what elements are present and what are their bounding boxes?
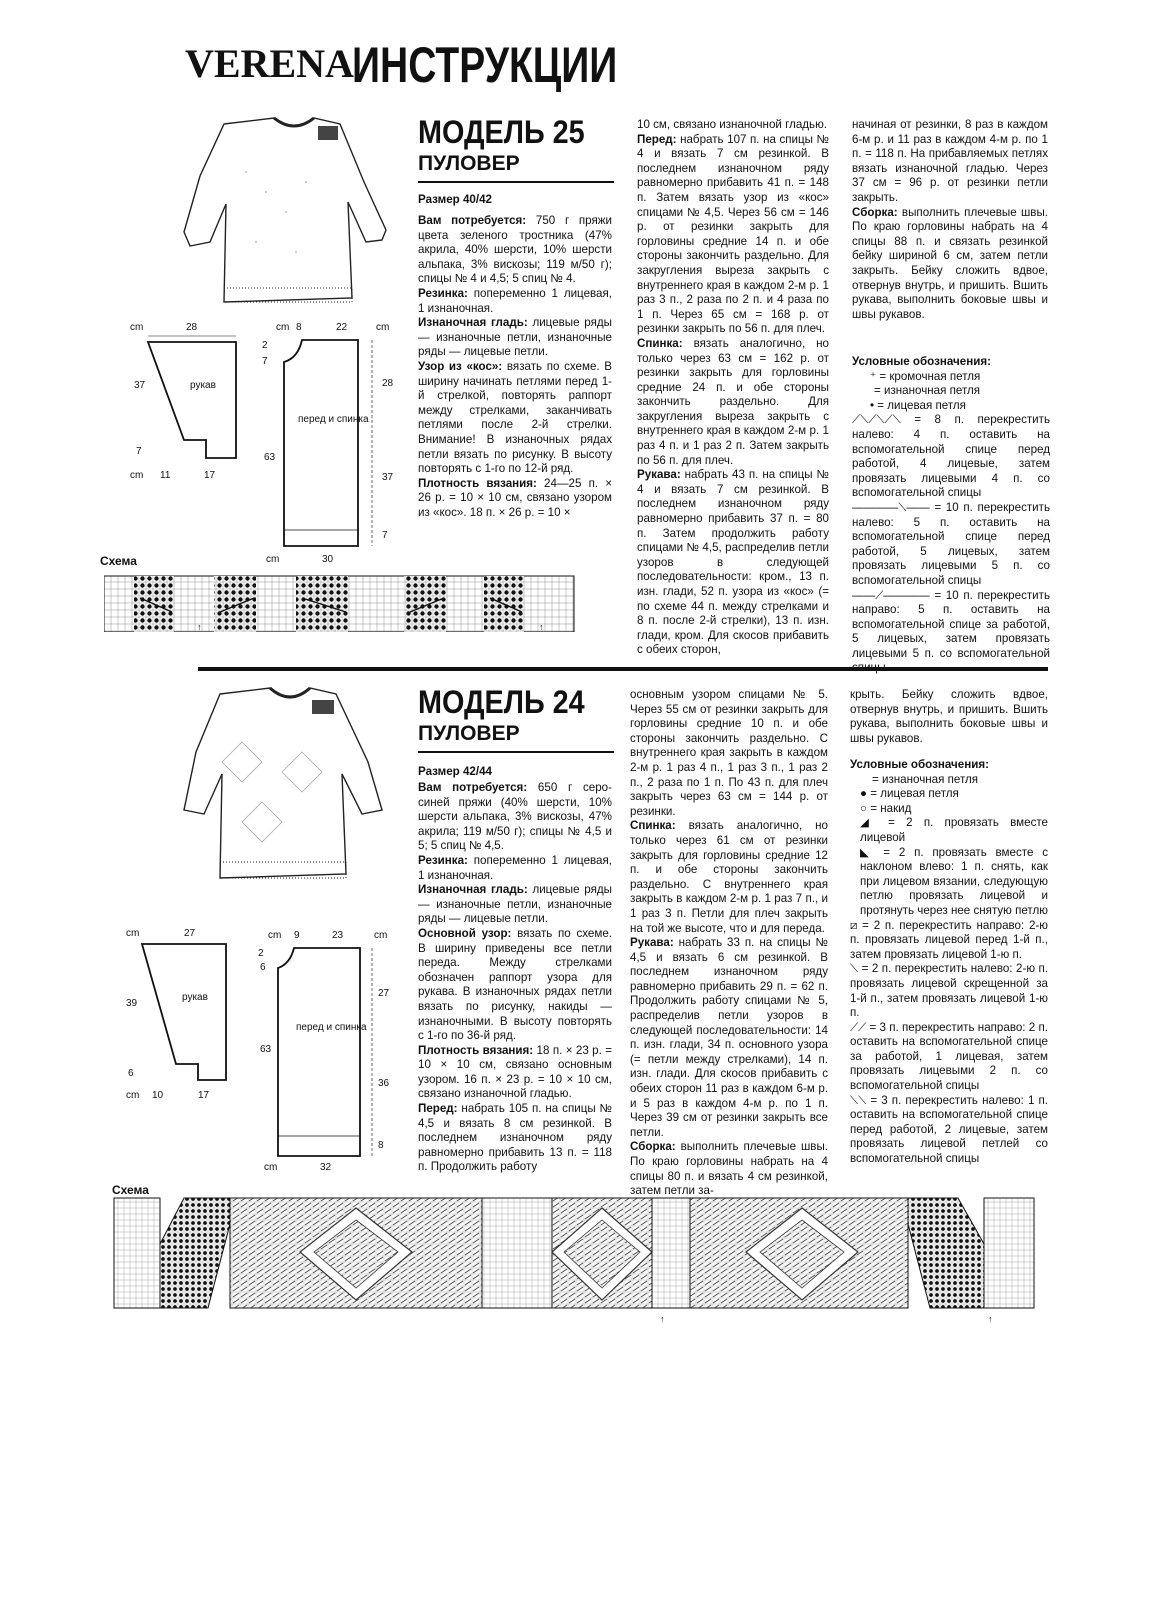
legend-text: = 8 п. перекрестить налево: 4 п. оставить на вспомогательной спице перед работой, 4 лицевые, затем провязать лицевыми 4 п. со вспомогательной спицы — [852, 413, 1051, 500]
para — [418, 781, 612, 854]
legend-text: = лицевая петля — [870, 787, 959, 801]
dim-left-a: 2 — [262, 340, 268, 351]
dim-left: 39 — [126, 998, 138, 1009]
para-heading: Рукава: — [630, 936, 674, 950]
edge-stitch-icon: ⁺ — [870, 369, 880, 383]
section-title: ИНСТРУКЦИИ — [352, 37, 618, 93]
cm-label: cm — [376, 322, 390, 333]
legend-item — [850, 919, 1048, 963]
para-heading: Резинка: — [418, 853, 468, 867]
para-text: вязать по схеме. В ширину начинать петлями перед 1-й стрелкой, повторять раппорт между стрелками, заканчивать петлями после 2-й стрелки. Внимание! В изнаночных рядах петли вязать по рисунку. В высоту повторять с 1-го по 12-й ряд. — [418, 359, 613, 476]
model-24-col2 — [630, 688, 828, 1199]
model-25-rule — [418, 181, 614, 183]
dim-top-a: 9 — [294, 930, 300, 941]
dim-bottom-left: 11 — [160, 470, 171, 481]
para-text: набрать 33 п. на спицы № 4,5 и вязать 6 см резинкой. В последнем изнаночном ряду равномерно прибавить 29 п. = 62 п. Продолжить работу спицами № 5, распределив петли узоров в следующей последовательности: 14 п. изн. глади, 34 п. основного узора (= петли между стрелками), 14 п. изн. глади. Для скосов прибавить с обеих сторон 11 раз в каждом 6-м р. и 5 раз в каждом 4-м р. по 1 п. Через 39 см от резинки закрыть все петли. — [630, 936, 828, 1139]
para — [852, 118, 1048, 206]
legend-title: Условные обозначения: — [850, 758, 989, 771]
body-label: перед и спинка — [296, 1022, 367, 1033]
para — [850, 688, 1048, 746]
dim-top-a: 8 — [296, 322, 302, 333]
para — [418, 360, 612, 477]
para — [852, 206, 1048, 323]
legend-text: = накид — [870, 801, 912, 815]
dim-left-total: 63 — [260, 1044, 272, 1055]
model-24-col3 — [850, 688, 1048, 746]
para — [418, 316, 612, 360]
para-heading: Перед: — [418, 1102, 458, 1116]
cross-10-right-icon: ——⟋———— — [852, 588, 935, 602]
para — [637, 337, 829, 468]
para — [418, 1044, 612, 1102]
section-separator — [198, 667, 1048, 671]
cross-8-icon: ⟋⟍⟋⟍⟋⟍ — [852, 413, 915, 427]
para-heading: Основной узор: — [418, 926, 512, 940]
cm-label: cm — [126, 928, 140, 939]
dim-bottom-left: 10 — [152, 1090, 164, 1101]
legend-item — [852, 413, 1050, 501]
legend-text: = 2 п. перекрестить направо: 2-ю п. провязать лицевой перед 1-й п., затем провязать лицевой 1-ю п. — [850, 918, 1048, 961]
cross-2-left-icon: ⟍ — [850, 962, 862, 976]
para-heading: Плотность вязания: — [418, 476, 537, 490]
dim-rib: 6 — [128, 1068, 134, 1079]
knitting-chart-24 — [112, 1196, 1040, 1324]
model-25-subtitle: ПУЛОВЕР — [418, 152, 520, 175]
dim-left-total: 63 — [264, 452, 276, 463]
para-heading: Плотность вязания: — [418, 1043, 534, 1057]
dim-bottom: 30 — [322, 554, 334, 565]
para — [637, 118, 829, 133]
model-25-col2 — [637, 118, 829, 658]
cm-label: cm — [268, 930, 282, 941]
model-25-legend — [852, 355, 1050, 676]
k2tog-icon: ◢ — [860, 816, 889, 830]
para-heading: Узор из «кос»: — [418, 359, 503, 373]
para-heading: Вам потребуется: — [418, 214, 527, 227]
legend-text: = кромочная петля — [879, 369, 981, 383]
para-text: 18 п. × 23 р. = 10 × 10 см, связано основным узором. 16 п. × 23 р. = 10 × 10 см, связано изнаночной гладью. — [418, 1043, 613, 1101]
legend-item — [850, 846, 1048, 919]
dim-top: 28 — [186, 322, 198, 333]
legend-item — [850, 1094, 1048, 1167]
dim-right-b: 36 — [378, 1078, 390, 1089]
cm-label: cm — [130, 322, 144, 333]
model-24-rule — [418, 751, 614, 753]
para — [630, 936, 828, 1140]
para-text: выполнить плечевые швы. По краю горловины набрать на 4 спицы 80 п. и вязать 4 см резинкой, затем петли за- — [630, 1140, 828, 1198]
para-text: 750 г пряжи цвета зеленого тростника (47% акрила, 40% шерсти, 10% шерсти альпака, 3% вискозы; 119 м/50 г); спицы № 4 и 4,5; 5 спиц № 4. — [418, 214, 613, 286]
para — [418, 854, 612, 883]
para-heading: Изнаночная гладь: — [418, 316, 528, 330]
arrow-icon: ↑ — [197, 622, 202, 632]
pattern-diagram-24 — [122, 924, 412, 1174]
legend-text: = 2 п. провязать вместе с наклоном влево: 1 п. снять, как при лицевом вязании, следующую петлю провязать лицевой и протянуть через нее снятую петлю — [860, 845, 1048, 917]
model-24-legend — [850, 758, 1048, 1167]
sweater-sketch-25 — [176, 112, 416, 318]
dim-bottom-right: 17 — [204, 470, 216, 481]
para-text: вязать аналогично, но только через 61 см от резинки закрыть для горловины средние 12 п. и обе стороны закончить раздельно. С внутреннего края закрыть в каждом 2-м р. 1 раз 7 п., и 1 раз 3 п. Петли для плеч закрыть на той же высоте, что и для переда. — [630, 819, 828, 935]
legend-title: Условные обозначения: — [852, 355, 991, 368]
cross-10-left-icon: ————⟍—— — [852, 500, 935, 514]
model-25-col3 — [852, 118, 1048, 322]
cross-2-right-icon: ⧄ — [850, 918, 863, 932]
para-heading: Вам потребуется: — [418, 781, 528, 794]
dim-top: 27 — [184, 928, 196, 939]
cm-label: cm — [276, 322, 290, 333]
legend-item — [850, 802, 1048, 817]
para-text: попеременно 1 лицевая, 1 изнаночная. — [418, 853, 612, 882]
dot-icon: • — [870, 398, 878, 412]
para — [418, 883, 612, 927]
dim-left-b: 6 — [260, 962, 266, 973]
para-text: лицевые ряды — изнаночные петли, изнаночные ряды — лицевые петли. — [418, 316, 612, 359]
legend-text: = 2 п. провязать вместе лицевой — [860, 816, 1048, 844]
dim-bottom-right: 17 — [198, 1090, 210, 1101]
knitting-chart-25 — [104, 568, 580, 632]
model-25-size: Размер 40/42 — [418, 193, 492, 206]
scheme-label-25: Схема — [100, 554, 137, 568]
para-text: 24—25 п. × 26 р. = 10 × 10 см, связано узором из «кос». 18 п. × 26 р. = 10 × — [418, 476, 612, 519]
para — [637, 133, 829, 337]
para — [418, 1102, 612, 1175]
body-label: перед и спинка — [298, 414, 369, 425]
cm-label: cm — [126, 1090, 140, 1101]
sweater-sketch-24 — [172, 682, 416, 888]
pattern-diagram-25 — [126, 318, 410, 568]
legend-item — [850, 1021, 1048, 1094]
dim-top-b: 22 — [336, 322, 348, 333]
legend-text: = 10 п. перекрестить направо: 5 п. оставить на вспомогательной спице за работой, 5 лицевых, затем провязать лицевыми 5 п. со вспомогательной — [852, 588, 1050, 660]
dim-left-a: 2 — [258, 948, 264, 959]
cm-label: cm — [264, 1162, 278, 1173]
para-text: выполнить плечевые швы. По краю горловины набрать на 4 спицы 88 п. и связать резинкой бейку шириной 6 см, затем петли закрыть. Бейку сложить вдвое, отвернув внутрь, и пришить. Вшить рукава, выполнить боковые швы и швы рукавов. — [852, 205, 1048, 321]
dim-right-b: 37 — [382, 472, 394, 483]
legend-text: = 2 п. перекрестить налево: 2-ю п. провязать лицевой скрещенной за 1-й п., затем провязать лицевой 1-ю п. — [850, 962, 1048, 1020]
para-heading: Изнаночная гладь: — [418, 883, 528, 897]
dim-right-a: 27 — [378, 988, 390, 999]
model-24-size: Размер 42/44 — [418, 765, 492, 778]
para — [418, 287, 612, 316]
arrow-icon: ↑ — [988, 1314, 993, 1324]
model-24-subtitle: ПУЛОВЕР — [418, 722, 520, 745]
cross-3-right-icon: ⟋⟋ — [850, 1020, 870, 1034]
para — [637, 468, 829, 658]
para-heading: Перед: — [637, 132, 677, 146]
dim-left: 37 — [134, 380, 146, 391]
brand-logo — [185, 40, 354, 87]
para-text: набрать 107 п. на спицы № 4 и вязать 7 см резинкой. В последнем изнаночном ряду равномерно прибавить 41 п. = 148 п. Затем вязать узор из «кос» спицами № 4,5. Через 56 см = 146 р. от резинки закрыть для горловины средние 14 п. и обе стороны закончить раздельно. Для закругления выреза закрыть с внутреннего края в каждом 2-м р. 1 раз 3 п., 2 раза по 2 п. и 4 раза по 1 п. Через 65 см = 168 р. от резинки закрыть по 56 п. для плеч. — [637, 132, 829, 336]
para-heading: Резинка: — [418, 286, 468, 300]
para-heading: Спинка: — [637, 336, 683, 350]
legend-text: = изнаночная петля — [872, 772, 979, 786]
scheme-label-24: Схема — [112, 1183, 149, 1197]
para-heading: Спинка: — [630, 819, 676, 833]
arrow-icon: ↑ — [539, 622, 544, 632]
legend-item — [852, 384, 1050, 399]
dot-icon: ● — [860, 787, 871, 801]
cross-3-left-icon: ⟍⟍ — [850, 1093, 871, 1107]
legend-item — [850, 787, 1048, 802]
dim-bottom: 32 — [320, 1162, 332, 1173]
para — [418, 927, 612, 1044]
dim-left-b: 7 — [262, 356, 268, 367]
model-24-title: МОДЕЛЬ 24 — [418, 684, 585, 720]
para-text: лицевые ряды — изнаночные петли, изнаночные ряды — лицевые петли. — [418, 883, 612, 926]
para-text: вязать аналогично, но только через 63 см = 162 р. от резинки закрыть для горловины средние 24 п. и обе стороны закончить раздельно. Для закругления выреза закрыть с внутреннего края в каждом 2-м р. 1 раз 4 п. и 1 раз 2 п. Затем закрыть по 56 п. для плеч. — [637, 336, 829, 467]
cm-label: cm — [266, 554, 280, 565]
model-24-col1 — [418, 781, 612, 1175]
yarn-over-icon: ○ — [860, 801, 871, 815]
sleeve-label: рукав — [190, 380, 216, 391]
para — [630, 688, 828, 819]
cm-label: cm — [130, 470, 144, 481]
legend-text: = лицевая петля — [877, 398, 966, 412]
legend-text: = 3 п. перекрестить налево: 1 п. оставить на вспомогательной спице перед работой, 2 лицевые, затем провязать лицевой петлей со вспомогательной спицы — [850, 1093, 1049, 1166]
para — [630, 819, 828, 936]
para-text: начиная от резинки, 8 раз в каждом 6-м р. и 11 раз в каждом 4-м р. по 1 п. = 118 п. На прибавляемых петлях вязать изнаночной гладью. Через 37 см = 96 р. от резинки петли закрыть. — [852, 118, 1048, 204]
legend-item — [852, 501, 1050, 589]
dim-rib: 7 — [136, 446, 142, 457]
legend-item — [852, 589, 1050, 677]
legend-text: = 3 п. перекрестить направо: 2 п. оставить на вспомогательной спице за работой, 1 лицевая, затем провязать лицевыми 2 п. со вспомогательной спицы — [850, 1020, 1048, 1093]
legend-text: = 10 п. перекрестить налево: 5 п. оставить на вспомогательной спице перед работой, 5 лицевых, затем провязать лицевыми 5 п. со вспомогательной спицы — [852, 500, 1050, 587]
dim-right-c: 7 — [382, 530, 388, 541]
cm-label: cm — [374, 930, 388, 941]
brand-text: VERENA — [185, 41, 354, 86]
para-text: 10 см, связано изнаночной гладью. — [637, 118, 828, 131]
para — [630, 1140, 828, 1198]
legend-item — [852, 399, 1050, 414]
para — [418, 477, 612, 521]
para-text: набрать 105 п. на спицы № 4,5 и вязать 8 см резинкой. В последнем изнаночном ряду равномерно прибавить 13 п. = 118 п. Продолжить работу — [418, 1102, 612, 1174]
para-text: набрать 43 п. на спицы № 4 и вязать 7 см резинкой. В последнем изнаночном ряду равномерно прибавить 37 п. = 80 п. Затем продолжить работу спицами № 4,5, распределив петли узоров в следующей последовательности: кром., 13 п. изн. глади, 52 п. узора из «кос» (= по схеме 44 п. между стрелками и 8 п. после 2-й стрелки), 13 п. изн. глади, кром. Для скосов прибавить с обеих сторон, — [637, 468, 829, 657]
arrow-icon: ↑ — [660, 1314, 665, 1324]
para-heading: Сборка: — [852, 205, 898, 219]
legend-text: = изнаночная петля — [874, 384, 981, 398]
model-25-col1 — [418, 214, 612, 520]
para — [418, 214, 612, 287]
para-text: крыть. Бейку сложить вдвое, отвернув внутрь, и пришить. Вшить рукава, выполнить боковые швы и швы рукавов. — [850, 688, 1048, 745]
sleeve-label: рукав — [182, 992, 208, 1003]
legend-item — [850, 773, 1048, 788]
legend-item — [852, 370, 1050, 385]
legend-item — [850, 962, 1048, 1020]
ssk-icon: ◣ — [860, 845, 884, 859]
para-text: основным узором спицами № 5. Через 55 см от резинки закрыть для горловины средние 10 п. и обе стороны закончить раздельно. С внутреннего края закрыть в каждом 2-м р. 1 раз 4 п., 1 раз 3 п., 1 раз 2 п., 2 раза по 1 п. По 43 п. для плеч закрыть через 63 см = 144 р. от резинки. — [630, 688, 828, 818]
para-heading: Сборка: — [630, 1140, 676, 1154]
para-heading: Рукава: — [637, 468, 681, 482]
para-text: вязать по схеме. В ширину приведены все петли переда. Между стрелками обозначен раппорт узора для рукава. В изнаночных рядах петли вязать по рисунку, накиды — изнаночными. В высоту повторять с 1-го по 36-й ряд. — [418, 926, 613, 1043]
legend-item — [850, 816, 1048, 845]
dim-right-c: 8 — [378, 1140, 384, 1151]
para-text: попеременно 1 лицевая, 1 изнаночная. — [418, 286, 612, 315]
dim-top-b: 23 — [332, 930, 344, 941]
model-25-title: МОДЕЛЬ 25 — [418, 114, 585, 150]
dim-right-a: 28 — [382, 378, 394, 389]
para-text: 650 г серо-синей пряжи (40% шерсти, 10% шерсти альпака, 3% вискозы, 47% акрила; 119 м/50 г); спицы № 4,5 и 5; 5 спиц № 4,5. — [418, 781, 612, 853]
